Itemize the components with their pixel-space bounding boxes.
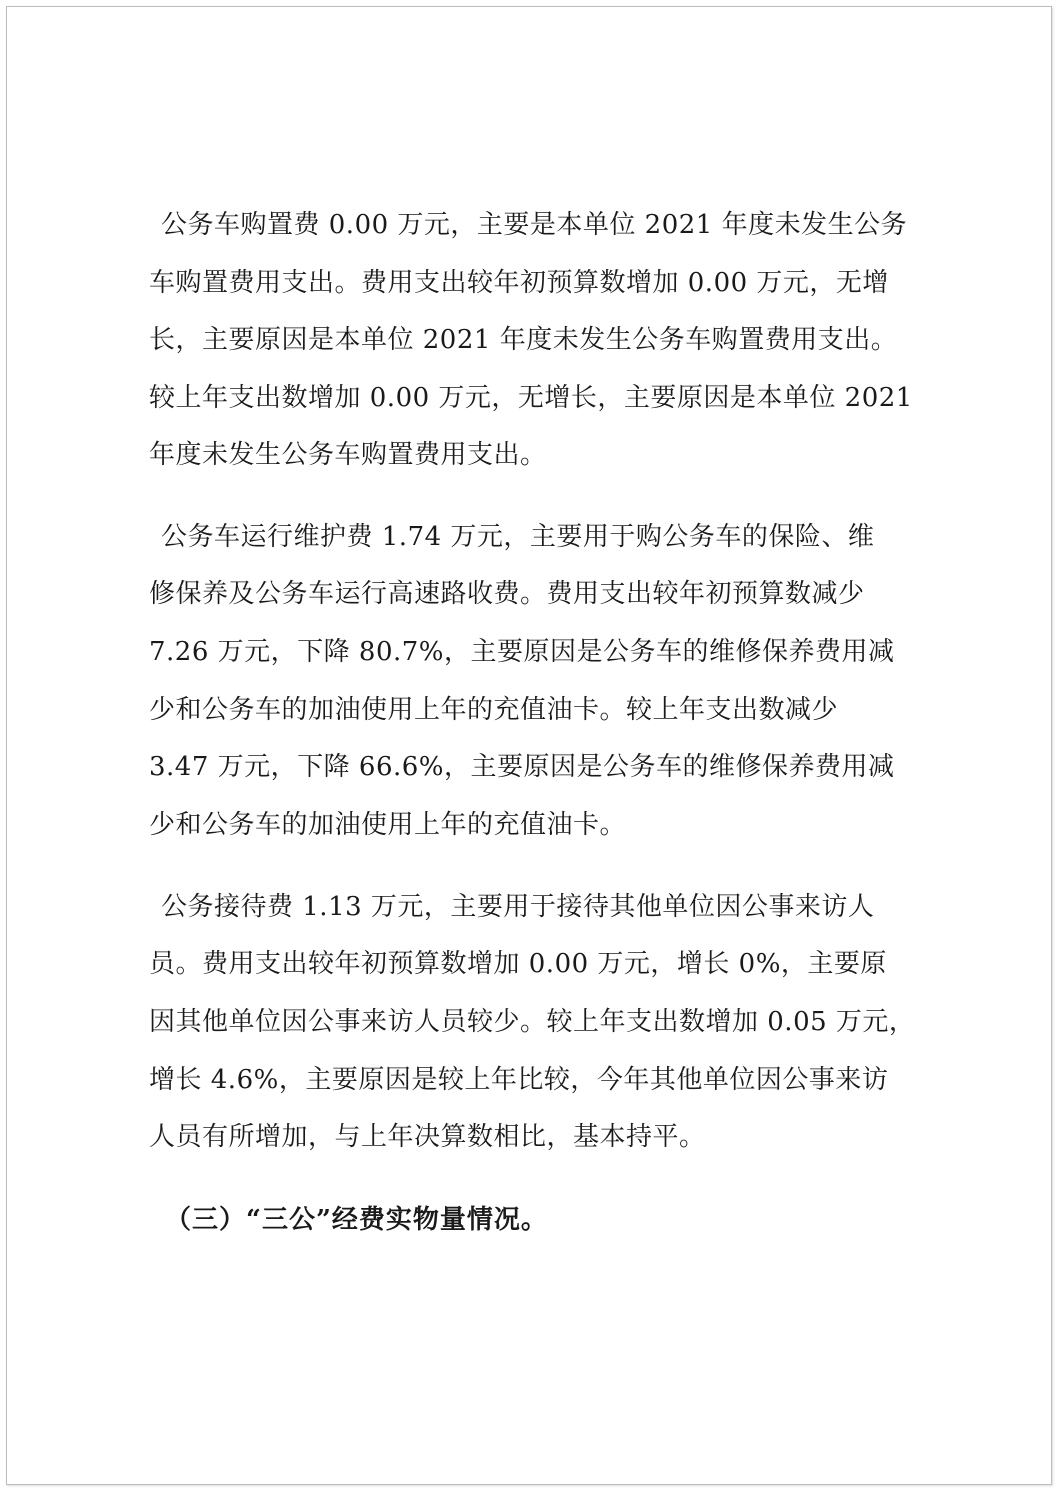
paragraph-2-line-6: 少和公务车的加油使用上年的充值油卡。	[149, 810, 627, 840]
section-heading: （三）“三公”经费实物量情况。	[165, 1205, 548, 1235]
document-page	[6, 6, 1052, 1485]
paragraph-1-line-1: 公务车购置费 0.00 万元，主要是本单位 2021 年度未发生公务	[161, 210, 908, 240]
paragraph-2-line-3: 7.26 万元，下降 80.7%，主要原因是公务车的维修保养费用减	[149, 637, 895, 667]
paragraph-3-line-5: 人员有所增加，与上年决算数相比，基本持平。	[149, 1122, 706, 1152]
paragraph-3-line-4: 增长 4.6%，主要原因是较上年比较，今年其他单位因公事来访	[149, 1065, 889, 1095]
paragraph-3-line-3: 因其他单位因公事来访人员较少。较上年支出数增加 0.05 万元，	[149, 1007, 916, 1037]
paragraph-3-line-1: 公务接待费 1.13 万元，主要用于接待其他单位因公事来访人	[161, 892, 875, 922]
paragraph-1-line-2: 车购置费用支出。费用支出较年初预算数增加 0.00 万元，无增	[149, 268, 889, 298]
paragraph-3-line-2: 员。费用支出较年初预算数增加 0.00 万元，增长 0%，主要原	[149, 949, 887, 979]
paragraph-1-line-4: 较上年支出数增加 0.00 万元，无增长，主要原因是本单位 2021	[149, 383, 913, 413]
paragraph-1-line-5: 年度未发生公务车购置费用支出。	[149, 440, 547, 470]
paragraph-2-line-2: 修保养及公务车运行高速路收费。费用支出较年初预算数减少	[149, 579, 865, 609]
paragraph-2-line-4: 少和公务车的加油使用上年的充值油卡。较上年支出数减少	[149, 695, 839, 725]
paragraph-2-line-1: 公务车运行维护费 1.74 万元，主要用于购公务车的保险、维	[161, 522, 875, 552]
paragraph-2-line-5: 3.47 万元，下降 66.6%，主要原因是公务车的维修保养费用减	[149, 752, 895, 782]
paragraph-1-line-3: 长，主要原因是本单位 2021 年度未发生公务车购置费用支出。	[149, 325, 898, 355]
